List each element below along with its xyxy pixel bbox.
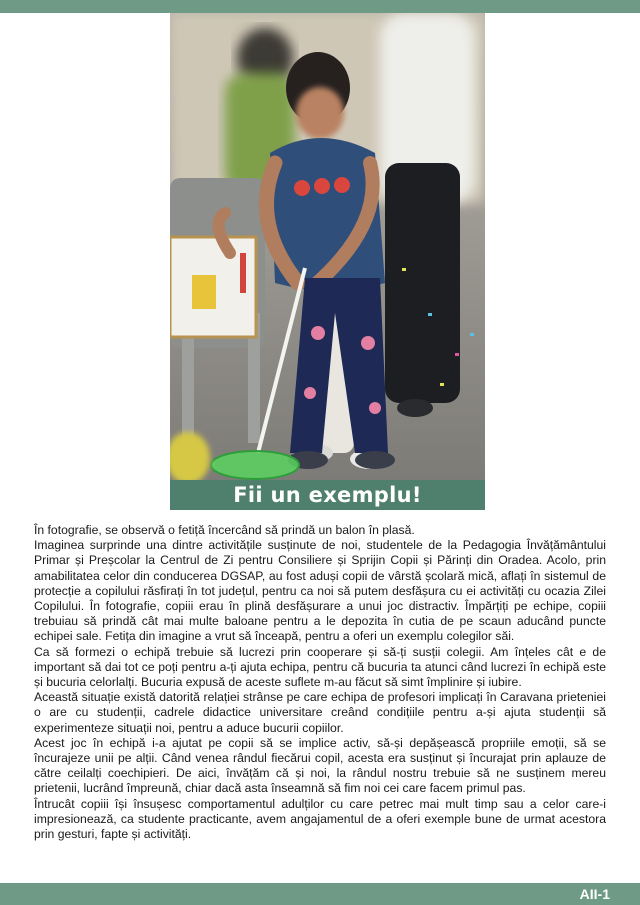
paragraph: Întrucât copiii își însușesc comportamentul adulților cu care petrec mai mult timp sau a celor care-i impresionează, ca studente practicante, avem angajamentul de a oferi exemple bune de urmat acestora prin gesturi, fapte și activități. [34, 796, 606, 842]
article-body [34, 523, 606, 842]
paragraph: Această situație există datorită relației strânse pe care echipa de profesori implicați în Caravana prieteniei o are cu studenții, cadrele didactice universitare creând condițiile pentru a-și ajuta studenții să experimenteze situații noi, pentru a aduce bucurii copiilor. [34, 690, 606, 735]
paragraph: Acest joc în echipă i-a ajutat pe copii să se implice activ, să-și depășească propriile emoții, să se încurajeze unii pe alții. Când venea rândul fiecărui copil, acesta era susținut și încurajat prin aplauze de către ceilalți coechipieri. De aici, învățăm că și noi, la rândul nostru trebuie să ne susținem mereu prietenii, lucrând împreună, chiar dacă asta înseamnă să fim noi cei care facem primul pas. [34, 735, 606, 796]
footer-bar [0, 883, 640, 905]
caption-title: Fii un exemplu! [170, 480, 485, 510]
paragraph: Ca să formezi o echipă trebuie să lucrezi prin cooperare și să-ți susții colegii. Am înțeles cât e de important să dai tot ce poți pentru a-ți ajuta echipa, pentru că bucuria ta atunci când lucrezi în echipă este și bucuria celorlalți. Bucuria expusă de aceste suflete m-au făcut să simt împlinire și iubire. [34, 644, 606, 690]
paragraph: În fotografie, se observă o fetiță încercând să prindă un balon în plasă. [34, 523, 415, 537]
child-with-net-photo [170, 13, 485, 480]
page-number: AII-1 [579, 886, 610, 902]
top-accent-bar [0, 0, 640, 13]
paragraph: Imaginea surprinde una dintre activitățile susținute de noi, studentele de la Pedagogia Învățământului Primar și Preșcolar la Centrul de Zi pentru Consiliere și Sprijin Copii și Părinți din Oradea. Acolo, prin amabilitatea celor din conducerea DGSAP, au fost aduși copii de vârstă școlară mică, aflați în sistemul de protecție a copilului răsfirați în tot județul, pentru ca noi să putem desfășura cu ei activități cu ocazia Zilei Copilului. În fotografie, copiii erau în plină desfășurare a unui joc distractiv. Împărțiți pe echipe, copiii trebuiau să prindă cât mai multe baloane pentru a le depozita în cutia de pe scaun aducând puncte echipei sale. Fetița din imagine a vrut să înceapă, pentru a oferi un exemplu colegilor săi. [34, 538, 606, 644]
photo-illustration [170, 13, 485, 480]
